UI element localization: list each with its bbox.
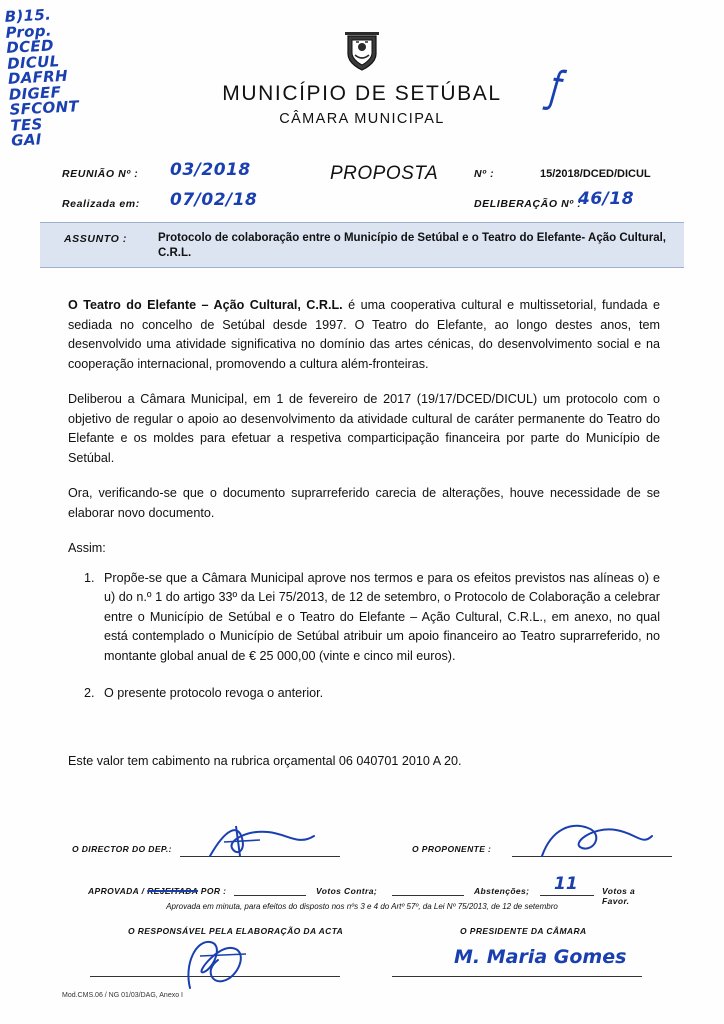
assunto-band (40, 222, 684, 268)
handwritten-flourish-mark: ƒ (546, 61, 565, 114)
deliberacao-value: 46/18 (578, 189, 635, 209)
votos-favor-label: Votos a Favor. (602, 886, 636, 906)
abstencoes-line (392, 895, 464, 896)
coat-of-arms-icon (339, 28, 385, 74)
routing-line-3: DICUL (6, 51, 60, 73)
signature-area (62, 830, 662, 1010)
routing-line-4: DAFRH (7, 66, 69, 88)
minuta-note: Aprovada em minuta, para efeitos do disposto nos nºs 3 e 4 do Artº 57º, da Lei Nº 75/2013, de 12 de setembro (166, 902, 558, 911)
abstencoes-label: Abstenções; (474, 886, 530, 896)
por-text: POR : (198, 886, 227, 896)
routing-line-2: DCED (5, 36, 55, 57)
presidente-signature-line (392, 976, 642, 977)
presidente-signature-mark: M. Maria Gomes (454, 946, 627, 968)
list-item: 2. O presente protocolo revoga o anterior. (98, 684, 660, 704)
votos-contra-line (234, 895, 306, 896)
document-body (68, 296, 660, 722)
body-lead-entity: O Teatro do Elefante – Ação Cultural, C.R.L. (68, 298, 343, 312)
budget-note: Este valor tem cabimento na rubrica orçamental 06 040701 2010 A 20. (68, 754, 462, 768)
routing-line-1: Prop. (5, 20, 53, 42)
routing-line-6: SFCONT (9, 97, 80, 119)
routing-line-5: DIGEF (8, 82, 62, 104)
proponente-label: O PROPONENTE : (412, 844, 492, 854)
numero-value: 15/2018/DCED/DICUL (540, 168, 651, 180)
votos-favor-line (540, 895, 594, 896)
responsavel-acta-label: O RESPONSÁVEL PELA ELABORAÇÃO DA ACTA (128, 926, 344, 936)
director-label: O DIRECTOR DO DEP.: (72, 844, 172, 854)
votos-contra-label: Votos Contra; (316, 886, 378, 896)
presidente-label: O PRESIDENTE DA CÂMARA (460, 926, 587, 936)
rejeitada-text: REJEITADA (147, 886, 199, 896)
votos-favor-value: 11 (554, 874, 578, 894)
reuniao-value: 03/2018 (170, 160, 251, 180)
reuniao-label: REUNIÃO Nº : (62, 168, 139, 180)
responsavel-signature-mark (170, 930, 280, 992)
body-paragraph-1 (68, 296, 660, 374)
document-type-title: PROPOSTA (330, 163, 439, 184)
form-code-footer: Mod.CMS.06 / NG 01/03/DAG, Anexo I (62, 992, 183, 999)
aprovada-rejeitada-label (88, 886, 226, 896)
entity-subtitle: CÂMARA MUNICIPAL (279, 111, 445, 127)
body-paragraph-3: Ora, verificando-se que o documento suprarreferido carecia de alterações, houve necessidade de se elaborar novo documento. (68, 486, 660, 520)
director-signature-mark (202, 822, 322, 862)
meta-block (62, 160, 662, 218)
routing-line-0: B)15. (4, 5, 52, 26)
numero-label: Nº : (474, 168, 495, 180)
realizada-value: 07/02/18 (170, 190, 258, 210)
body-paragraph-2: Deliberou a Câmara Municipal, em 1 de fevereiro de 2017 (19/17/DCED/DICUL) um protocolo com o objetivo de regular o apoio ao desenvolvimento da atividade cultural de caráter permanente do Teatro do Elefante e os moldes para efetuar a respetiva comparticipação financeira por parte do Município de Setúbal. (68, 392, 660, 465)
municipality-title: MUNICÍPIO DE SETÚBAL (222, 82, 502, 105)
realizada-label: Realizada em: (62, 198, 140, 210)
routing-line-8: GAI (10, 130, 43, 150)
routing-line-7: TES (9, 114, 44, 135)
assunto-label: ASSUNTO : (64, 233, 127, 245)
aprovada-text: APROVADA / (88, 886, 148, 896)
assunto-text: Protocolo de colaboração entre o Município de Setúbal e o Teatro do Elefante- Ação Cultural, C.R.L. (158, 232, 666, 259)
deliberacao-label: DELIBERAÇÃO Nº : (474, 198, 582, 210)
handwritten-routing-note (4, 6, 81, 149)
proponente-signature-mark (532, 818, 662, 862)
body-paragraph-assim: Assim: (68, 541, 106, 555)
body-paragraph-1-rest: é uma cooperativa cultural e multissetorial, fundada e sediada no concelho de Setúbal desde 1997. O Teatro do Elefante, ao longo destes anos, tem desenvolvido uma atividade significativa no domínio das artes cénicas, do desenvolvimento social e na cooperação internacional, promovendo a cultura além-fronteiras. (68, 298, 660, 371)
list-item: 1. Propõe-se que a Câmara Municipal aprove nos termos e para os efeitos previstos nas alíneas o) e u) do n.º 1 do artigo 33º da Lei 75/2013, de 12 de setembro, o Protocolo de Colaboração a celebrar entre o Município de Setúbal e o Teatro do Elefante – Ação Cultural, C.R.L., em anexo, no qual está contemplado o Município de Setúbal atribuir um apoio financeiro ao Teatro suprarreferido, no montante global anual de € 25 000,00 (vinte e cinco mil euros). (98, 569, 660, 667)
numbered-items-list (68, 569, 660, 704)
